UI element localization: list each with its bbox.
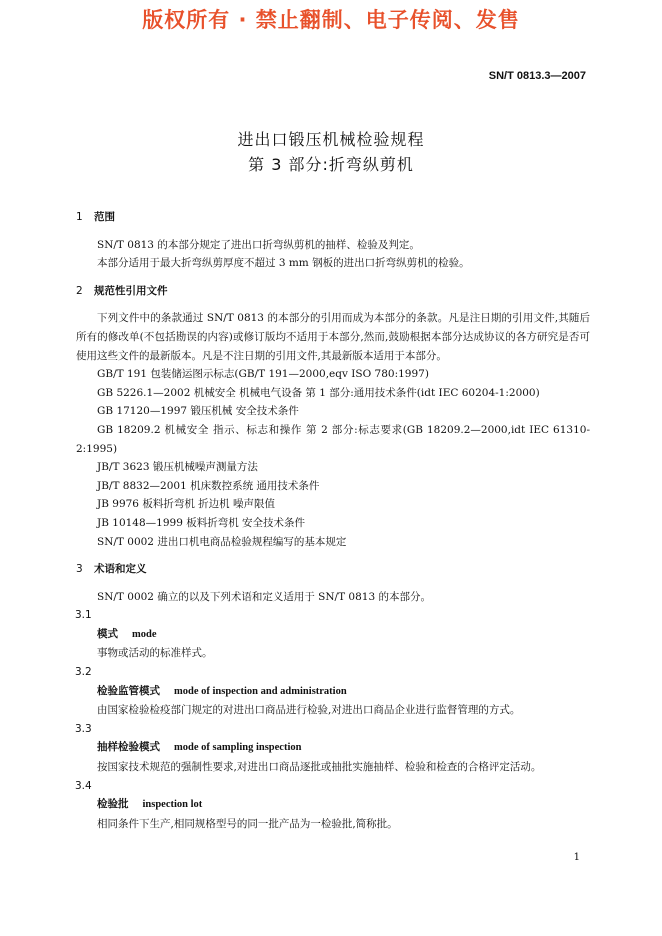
term-number: 3.2: [75, 666, 92, 679]
term-cn: 抽样检验模式: [97, 741, 160, 754]
reference-item: JB 9976 板料折弯机 折边机 噪声限值: [97, 498, 275, 511]
section-heading-scope: [76, 208, 590, 227]
paragraph: SN/T 0002 确立的以及下列术语和定义适用于 SN/T 0813 的本部分。: [97, 590, 431, 603]
term-definition: 按国家技术规范的强制性要求,对进出口商品逐批或抽批实施抽样、检验和检查的合格评定活动。: [97, 761, 542, 774]
reference-item: GB/T 191 包装储运图示标志(GB/T 191—2000,eqv ISO 780:1997): [97, 368, 429, 381]
term-heading: [76, 795, 590, 815]
reference-item: JB/T 3623 锻压机械噪声测量方法: [97, 461, 258, 474]
section-title: 范围: [94, 211, 115, 223]
term-definition: 由国家检验检疫部门规定的对进出口商品进行检验,对进出口商品企业进行监督管理的方式。: [97, 704, 521, 717]
section-number: 1: [76, 211, 83, 223]
reference-item: GB 17120—1997 锻压机械 安全技术条件: [97, 405, 299, 418]
reference-item: GB 5226.1—2002 机械安全 机械电气设备 第 1 部分:通用技术条件(idt IEC 60204-1:2000): [97, 386, 540, 399]
standard-code: SN/T 0813.3—2007: [488, 70, 586, 82]
reference-item: SN/T 0002 进出口机电商品检验规程编写的基本规定: [97, 535, 347, 548]
term-en: mode of inspection and administration: [174, 685, 347, 697]
term-cn: 模式: [97, 627, 118, 640]
term-en: inspection lot: [142, 799, 203, 811]
term-number: 3.3: [75, 722, 92, 735]
section-number: 3: [76, 563, 83, 576]
term-heading: [76, 625, 590, 645]
term-number: 3.4: [75, 779, 92, 792]
document-body: [76, 208, 590, 833]
document-title: 进出口锻压机械检验规程: [237, 130, 425, 149]
section-title: 术语和定义: [94, 563, 147, 576]
term-en: mode: [132, 628, 157, 640]
reference-item: JB/T 8832—2001 机床数控系统 通用技术条件: [97, 479, 320, 492]
reference-item: GB 18209.2 机械安全 指示、标志和操作 第 2 部分:标志要求(GB 18209.2—2000,idt IEC 61310-2:1995): [76, 423, 590, 455]
reference-item: JB 10148—1999 板料折弯机 安全技术条件: [97, 516, 306, 529]
term-number: 3.1: [75, 609, 92, 622]
section-number: 2: [76, 284, 83, 297]
paragraph: 本部分适用于最大折弯纵剪厚度不超过 3 mm 钢板的进出口折弯纵剪机的检验。: [97, 257, 470, 270]
term-en: mode of sampling inspection: [174, 742, 302, 754]
term-heading: [76, 738, 590, 758]
document-subtitle: 第 3 部分:折弯纵剪机: [248, 155, 414, 174]
term-cn: 检验监管模式: [97, 684, 160, 697]
term-cn: 检验批: [97, 798, 129, 811]
term-heading: [76, 682, 590, 702]
paragraph: 下列文件中的条款通过 SN/T 0813 的本部分的引用而成为本部分的条款。凡是注日期的引用文件,其随后所有的修改单(不包括勘误的内容)或修订版均不适用于本部分,然而,鼓励根据本部分达成协议的各方研究是否可使用这些文件的最新版本。凡是不注日期的引用文件,其最新版本适用于本部分。: [76, 312, 590, 362]
page-number: 1: [573, 852, 580, 863]
section-heading-normative-references: [76, 282, 590, 301]
term-definition: 相同条件下生产,相同规格型号的同一批产品为一检验批,简称批。: [97, 817, 398, 830]
term-definition: 事物或活动的标准样式。: [97, 647, 213, 660]
section-title: 规范性引用文件: [94, 284, 168, 297]
section-heading-terms-definitions: [76, 560, 590, 579]
copyright-watermark: 版权所有 · 禁止翻制、电子传阅、发售: [142, 8, 520, 32]
paragraph: SN/T 0813 的本部分规定了进出口折弯纵剪机的抽样、检验及判定。: [97, 238, 420, 251]
